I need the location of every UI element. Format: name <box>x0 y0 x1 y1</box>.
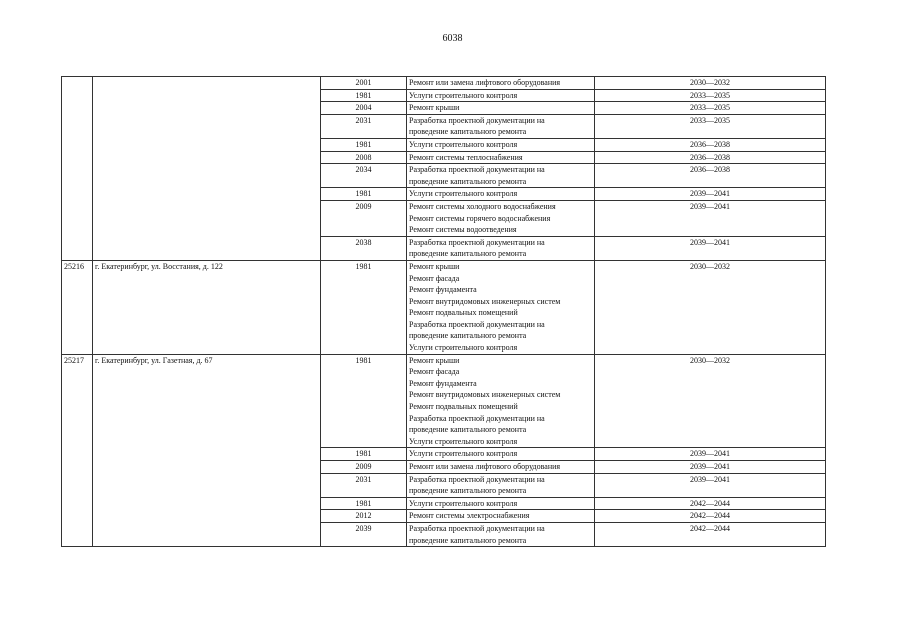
work-type-line: Ремонт фасада <box>409 367 460 377</box>
period-cell: 2036—2038 <box>595 164 826 188</box>
work-type-cell <box>407 236 595 260</box>
period-cell: 2036—2038 <box>595 151 826 164</box>
work-type-line: проведение капитального ремонта <box>409 535 527 545</box>
work-type-line: Ремонт внутридомовых инженерных систем <box>409 390 561 400</box>
work-type-cell <box>407 354 595 448</box>
work-code-cell: 2009 <box>321 200 407 236</box>
work-code-cell: 1981 <box>321 260 407 354</box>
work-code-cell: 1981 <box>321 138 407 151</box>
work-type-line: Услуги строительного контроля <box>409 139 518 149</box>
period-cell: 2030—2032 <box>595 77 826 90</box>
work-code-cell: 1981 <box>321 448 407 461</box>
work-type-cell <box>407 448 595 461</box>
address-cell: г. Екатеринбург, ул. Газетная, д. 67 <box>93 354 321 547</box>
work-type-line: Ремонт внутридомовых инженерных систем <box>409 296 561 306</box>
work-code-cell: 1981 <box>321 188 407 201</box>
work-type-cell <box>407 522 595 546</box>
work-type-cell <box>407 200 595 236</box>
house-number-cell <box>62 77 93 261</box>
work-type-line: Ремонт системы холодного водоснабжения <box>409 201 556 211</box>
work-type-line: Услуги строительного контроля <box>409 449 518 459</box>
work-type-line: Ремонт или замена лифтового оборудования <box>409 78 561 87</box>
work-code-cell: 2001 <box>321 77 407 90</box>
table-row <box>62 354 826 448</box>
work-type-line: проведение капитального ремонта <box>409 486 527 496</box>
work-code-cell: 2012 <box>321 510 407 523</box>
work-type-line: Ремонт или замена лифтового оборудования <box>409 462 561 471</box>
work-type-line: Ремонт системы горячего водоснабжения <box>409 213 551 223</box>
table-row <box>62 260 826 354</box>
work-type-line: проведение капитального ремонта <box>409 425 527 435</box>
period-cell: 2039—2041 <box>595 473 826 497</box>
work-code-cell: 1981 <box>321 354 407 448</box>
address-cell: г. Екатеринбург, ул. Восстания, д. 122 <box>93 260 321 354</box>
work-type-line: Ремонт фундамента <box>409 285 477 295</box>
work-code-cell: 2008 <box>321 151 407 164</box>
work-type-cell <box>407 102 595 115</box>
work-type-cell <box>407 77 595 90</box>
work-type-line: Услуги строительного контроля <box>409 343 518 353</box>
period-cell: 2042—2044 <box>595 497 826 510</box>
work-type-cell <box>407 473 595 497</box>
work-type-line: Услуги строительного контроля <box>409 90 518 100</box>
page-number: 6038 <box>442 33 463 44</box>
work-type-line: Разработка проектной документации на <box>409 474 545 484</box>
work-type-line: Разработка проектной документации на <box>409 523 545 533</box>
work-type-cell <box>407 114 595 138</box>
capital-repair-table <box>61 76 826 547</box>
work-type-cell <box>407 138 595 151</box>
work-type-line: Ремонт фасада <box>409 273 460 283</box>
period-cell: 2039—2041 <box>595 200 826 236</box>
period-cell: 2036—2038 <box>595 138 826 151</box>
period-cell: 2042—2044 <box>595 522 826 546</box>
work-type-line: Ремонт крыши <box>409 103 460 113</box>
work-code-cell: 2039 <box>321 522 407 546</box>
work-type-line: Разработка проектной документации на <box>409 237 545 247</box>
work-code-cell: 2031 <box>321 473 407 497</box>
work-type-line: проведение капитального ремонта <box>409 331 527 341</box>
work-code-cell: 2004 <box>321 102 407 115</box>
work-type-line: Ремонт крыши <box>409 261 460 271</box>
work-type-cell <box>407 260 595 354</box>
work-type-cell <box>407 164 595 188</box>
work-type-line: Ремонт системы теплоснабжения <box>409 152 523 162</box>
work-type-cell <box>407 497 595 510</box>
work-type-cell <box>407 89 595 102</box>
period-cell: 2039—2041 <box>595 448 826 461</box>
work-type-line: Разработка проектной документации на <box>409 319 545 329</box>
work-type-line: Услуги строительного контроля <box>409 498 518 508</box>
work-type-line: Ремонт системы водоотведения <box>409 225 517 235</box>
house-number-cell: 25216 <box>62 260 93 354</box>
period-cell: 2033—2035 <box>595 102 826 115</box>
period-cell: 2039—2041 <box>595 236 826 260</box>
house-number-cell: 25217 <box>62 354 93 547</box>
address-cell <box>93 77 321 261</box>
work-type-cell <box>407 461 595 474</box>
work-type-line: Ремонт подвальных помещений <box>409 308 518 318</box>
period-cell: 2039—2041 <box>595 188 826 201</box>
period-cell: 2030—2032 <box>595 260 826 354</box>
work-code-cell: 2009 <box>321 461 407 474</box>
work-type-line: Разработка проектной документации на <box>409 165 545 175</box>
work-type-line: проведение капитального ремонта <box>409 249 527 259</box>
work-type-line: Ремонт крыши <box>409 355 460 365</box>
work-code-cell: 1981 <box>321 497 407 510</box>
period-cell: 2039—2041 <box>595 461 826 474</box>
work-type-line: Услуги строительного контроля <box>409 436 518 446</box>
work-type-line: Разработка проектной документации на <box>409 413 545 423</box>
work-type-line: проведение капитального ремонта <box>409 127 527 137</box>
work-type-line: Ремонт фундамента <box>409 378 477 388</box>
table-row <box>62 77 826 90</box>
period-cell: 2033—2035 <box>595 89 826 102</box>
period-cell: 2033—2035 <box>595 114 826 138</box>
work-type-cell <box>407 510 595 523</box>
work-type-line: Ремонт системы электроснабжения <box>409 511 530 521</box>
work-type-line: Ремонт подвальных помещений <box>409 402 518 412</box>
period-cell: 2030—2032 <box>595 354 826 448</box>
work-code-cell: 2034 <box>321 164 407 188</box>
work-type-cell <box>407 188 595 201</box>
work-type-cell <box>407 151 595 164</box>
table-body <box>62 77 826 547</box>
period-cell: 2042—2044 <box>595 510 826 523</box>
work-code-cell: 2031 <box>321 114 407 138</box>
work-code-cell: 2038 <box>321 236 407 260</box>
work-type-line: Услуги строительного контроля <box>409 189 518 199</box>
work-code-cell: 1981 <box>321 89 407 102</box>
work-type-line: Разработка проектной документации на <box>409 115 545 125</box>
work-type-line: проведение капитального ремонта <box>409 176 527 186</box>
